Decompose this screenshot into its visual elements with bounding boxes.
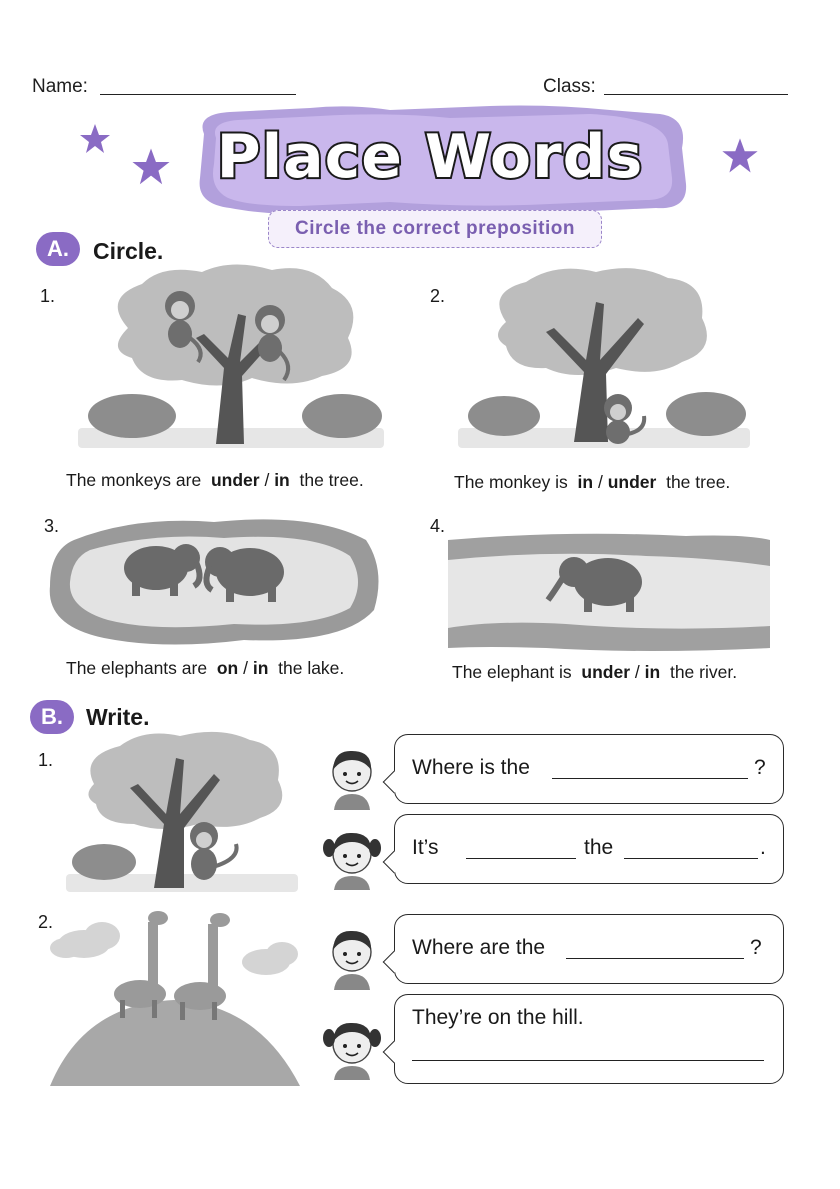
sentence-a1 — [66, 470, 364, 491]
scene-elephants-in-lake — [44, 510, 384, 650]
item-number: 1. — [38, 750, 54, 770]
scene-elephant-in-river — [446, 520, 772, 654]
answer-text: the — [584, 836, 614, 859]
scene-monkey-under-tree — [456, 262, 752, 448]
option-choice[interactable]: in — [577, 472, 594, 492]
page-title: Place Words — [216, 122, 644, 192]
sentence-text: The elephants are — [66, 658, 208, 678]
option-separator: / — [243, 658, 248, 678]
option-choice[interactable]: under — [210, 470, 260, 490]
answer-blank[interactable] — [552, 778, 748, 779]
cloud-icon — [242, 942, 298, 975]
giraffe-icon — [174, 913, 230, 1020]
sentence-text: The monkeys are — [66, 470, 202, 490]
name-label: Name: — [32, 76, 88, 97]
name-input-line[interactable] — [100, 94, 296, 95]
scene-giraffes-on-hill — [44, 904, 308, 1090]
option-separator: / — [634, 662, 640, 682]
item-number: 2. — [38, 912, 54, 932]
section-b-title: Write. — [86, 704, 150, 730]
cloud-icon — [50, 922, 120, 958]
option-choice[interactable]: on — [216, 658, 239, 678]
sentence-a3 — [66, 658, 344, 679]
scene-monkeys-in-tree — [72, 258, 390, 450]
question-text: Where is the — [412, 756, 530, 779]
section-a-badge: A. — [36, 232, 80, 266]
answer-blank[interactable] — [624, 858, 758, 859]
sentence-text: the river. — [669, 662, 738, 682]
sentence-text: the tree. — [666, 472, 731, 492]
option-choice[interactable]: in — [252, 658, 269, 678]
item-number: 3. — [44, 516, 60, 536]
option-choice[interactable]: under — [581, 662, 631, 682]
question-mark: ? — [750, 936, 762, 959]
answer-blank[interactable] — [412, 1060, 764, 1061]
sentence-a2 — [454, 472, 730, 493]
sentence-text: the lake. — [278, 658, 345, 678]
sentence-a4 — [452, 662, 737, 683]
monkey-icon — [190, 822, 237, 880]
answer-text: They’re on the hill. — [412, 1006, 584, 1029]
sentence-text: The elephant is — [452, 662, 572, 682]
answer-blank[interactable] — [566, 958, 744, 959]
option-separator: / — [264, 470, 270, 490]
subtitle: Circle the correct preposition — [268, 210, 602, 248]
sentence-text: the tree. — [299, 470, 364, 490]
boy-avatar-icon — [326, 926, 378, 990]
question-mark: ? — [754, 756, 766, 779]
option-separator: / — [597, 472, 603, 492]
class-input-line[interactable] — [604, 94, 788, 95]
answer-blank[interactable] — [466, 858, 576, 859]
question-text: Where are the — [412, 936, 546, 959]
option-choice[interactable]: under — [607, 472, 657, 492]
class-label: Class: — [543, 76, 596, 97]
section-a-title: Circle. — [93, 238, 164, 264]
item-number: 2. — [430, 286, 446, 306]
star-icon — [78, 122, 112, 156]
star-icon — [130, 146, 172, 188]
title-banner — [190, 104, 690, 216]
answer-text: It’s — [412, 836, 439, 859]
giraffe-icon — [114, 911, 168, 1018]
girl-avatar-icon — [322, 1016, 382, 1080]
option-choice[interactable]: in — [274, 470, 290, 490]
answer-text: . — [760, 836, 766, 859]
item-number: 1. — [40, 286, 56, 306]
item-number: 4. — [430, 516, 446, 536]
section-b-badge: B. — [30, 700, 74, 734]
option-choice[interactable]: in — [644, 662, 661, 682]
star-icon — [720, 136, 760, 176]
girl-avatar-icon — [322, 826, 382, 890]
boy-avatar-icon — [326, 746, 378, 810]
sentence-text: The monkey is — [454, 472, 568, 492]
scene-monkey-under-tree — [64, 728, 300, 894]
